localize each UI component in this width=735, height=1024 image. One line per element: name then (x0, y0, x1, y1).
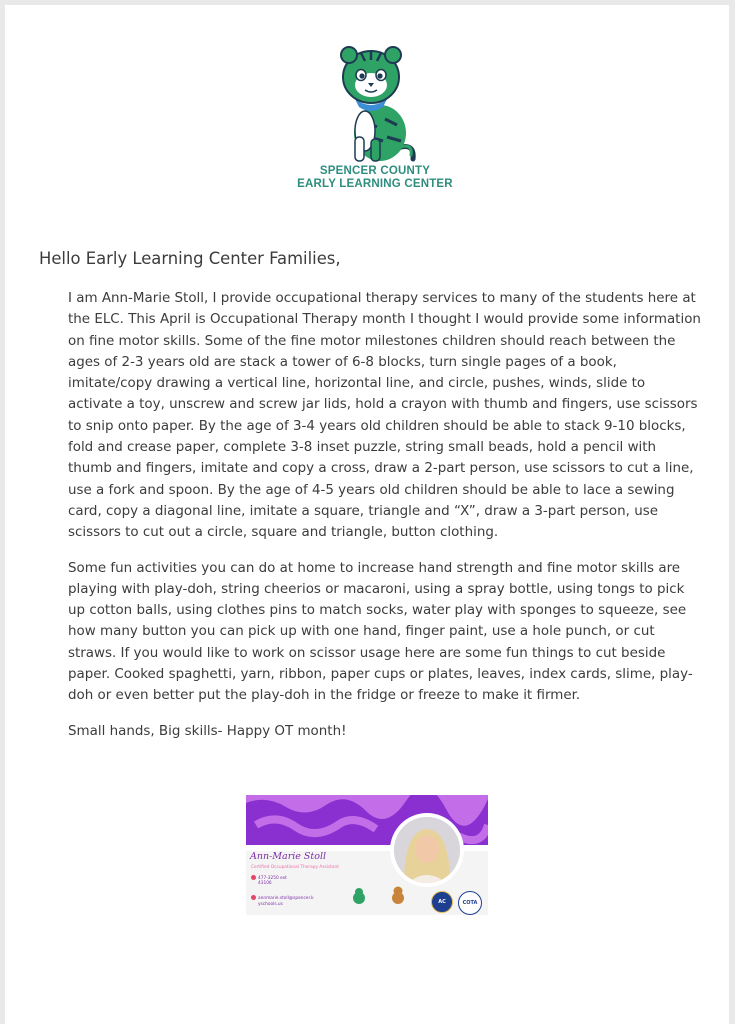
phone-line2: 43106 (258, 881, 272, 886)
ac-badge (431, 891, 453, 913)
paragraph-milestones: I am Ann-Marie Stoll, I provide occupational therapy services to many of the students here at the ELC. This April is Occupational Therapy month I thought I would provide some information on fine motor skills. Some of the fine motor milestones children should reach between the ages of 2-3 years old are stack a tower of 6-8 blocks, turn single pages of a book, imitate/copy drawing a vertical line, horizontal line, and circle, pushes, winds, slide to activate a toy, unscrew and screw jar lids, hold a crayon with thumb and fingers, use scissors to snip onto paper. By the age of 3-4 years old children should be able to stack 9-10 blocks, fold and crease paper, complete 3-8 inset puzzle, string small beads, hold a pencil with thumb and fingers, imitate and copy a cross, draw a 2-part person, use scissors to cut a line, use a fork and spoon. By the age of 4-5 years old children should be able to lace a sewing card, copy a diagonal line, imitate a square, triangle and “X”, draw a 3-part person, use scissors to cut out a circle, square and triangle, button clothing. (68, 291, 701, 541)
paragraph-activities: Some fun activities you can do at home to increase hand strength and fine motor skills are playing with play-doh, string cheerios or macaroni, using a spray bottle, using tongs to pick up cotton balls, using clothes pins to match socks, water play with sponges to squeeze, see how many button you can pick up with one hand, finger paint, use a hole punch, or cut straws. If you would like to work on scissor usage here are some fun things to cut beside paper. Cooked spaghetti, yarn, ribbon, paper cups or plates, leaves, index cards, slime, play-doh or even better put the play-doh in the fridge or freeze to make it firmer. (68, 560, 693, 704)
bear-small-icon (389, 885, 407, 905)
signature-email[interactable] (251, 895, 314, 907)
school-name-line2: EARLY LEARNING CENTER (297, 178, 453, 190)
signature-phone (251, 875, 287, 886)
cota-badge-label: COTA (462, 900, 478, 906)
school-name-line1: SPENCER COUNTY (319, 165, 431, 177)
signature-card (246, 795, 488, 915)
ac-badge-label: AC (438, 899, 446, 905)
phone-line1: 477-3250 ext (258, 876, 287, 881)
school-logo (280, 41, 470, 199)
closing-line: Small hands, Big skills- Happy OT month! (68, 723, 347, 739)
portrait-image (394, 817, 460, 883)
letter-body (68, 288, 702, 756)
letter-page (5, 5, 729, 1024)
tiger-small-icon (350, 887, 368, 905)
email-icon (251, 895, 256, 900)
email-line2: yschools.us (258, 901, 283, 907)
email-line1: annmarie.stoll@spencer.k (258, 896, 314, 901)
cota-badge (458, 891, 482, 915)
signature-name: Ann-Marie Stoll (250, 851, 327, 862)
letter-greeting: Hello Early Learning Center Families, (39, 249, 341, 268)
profile-photo (390, 813, 464, 887)
phone-icon (251, 875, 256, 880)
tiger-mascot-icon (325, 41, 425, 165)
signature-title: Certified Occupational Therapy Assistant (251, 865, 339, 870)
